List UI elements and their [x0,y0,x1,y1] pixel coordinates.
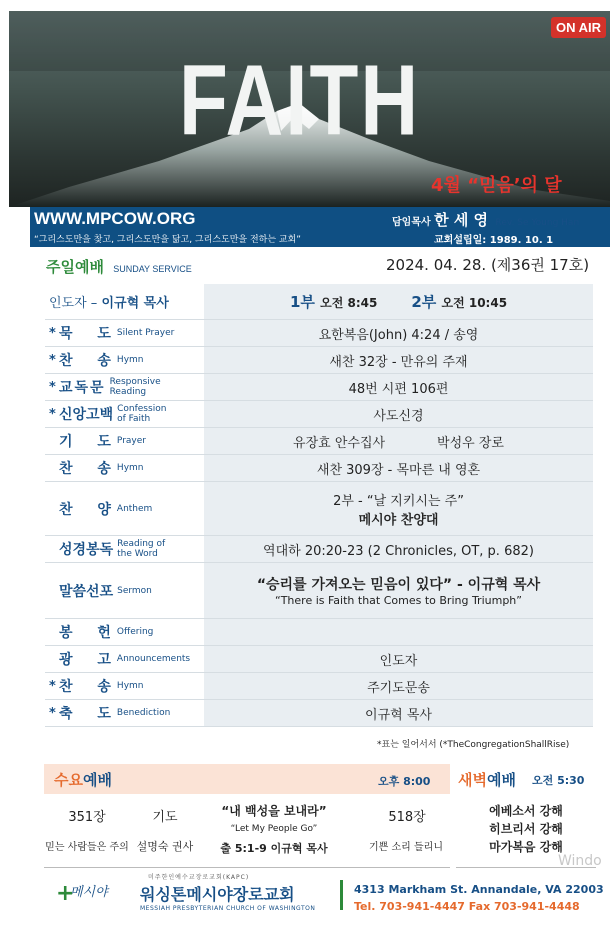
svg-text:+: + [56,881,75,906]
footer-divider [340,880,343,910]
wed-prayer-sub: 설명숙 권사 [136,840,194,853]
item-ko: 찬 송 [59,461,113,477]
service-row [45,428,593,455]
wednesday-title-b: 예배 [82,771,112,789]
item-value [202,482,593,535]
service-title-en: SUNDAY SERVICE [113,264,192,274]
item-en: Hymn [116,463,144,473]
wed-sermon-en: “Let My People Go” [230,824,318,834]
item-ko: 광 고 [59,652,113,668]
first-service-time: 오전 8:45 [320,296,378,310]
service-row [45,700,593,727]
wed-prayer: 기도 [152,810,178,825]
item-ko: 축 도 [59,706,113,722]
item-label [45,700,202,726]
item-value-line: 2부 - “날 지키시는 주” [333,493,464,509]
item-ko: 기 도 [59,434,113,450]
wednesday-title-a: 수요 [54,771,83,789]
church-logo [52,870,132,910]
item-ko: 찬 양 [59,501,113,518]
item-ko: 성경봉독 [59,542,114,558]
service-title-ko: 주일예배 [46,258,104,276]
wed-hymn2-sub: 기쁜 소리 들리니 [369,842,443,853]
wednesday-title [54,769,112,790]
item-ko: 찬 송 [59,679,113,695]
dawn-title-b: 예배 [486,771,516,789]
second-service-label: 2부 [411,293,437,311]
service-row [45,455,593,482]
order-of-service [45,284,593,727]
item-value [202,536,593,562]
item-value [202,374,593,400]
item-ko: 찬 송 [59,353,113,369]
standing-mark: * [49,705,56,721]
wednesday-time: 오후 8:00 [378,775,431,788]
info-bar [30,207,610,247]
standing-mark: * [49,352,56,368]
standing-mark: * [49,379,56,395]
standing-mark: * [49,406,56,422]
founded-date: 1989. 10. 1 [489,235,554,246]
denomination: 미주한인예수교장로교회(KAPC) [148,874,250,881]
item-ko: 교독문 [59,380,106,396]
item-value-line: 역대하 20:20-23 (2 Chronicles, OT, p. 682) [263,543,534,559]
item-value-line: 새찬 32장 - 만유의 주재 [329,354,468,370]
service-row [45,563,593,619]
church-address: 4313 Markham St. Annandale, VA 22003 [354,883,604,896]
item-ko: 신앙고백 [59,407,114,423]
item-value [202,455,593,481]
item-value [202,563,593,618]
sunday-service-title [46,256,192,277]
item-en: Responsive Reading [109,377,161,397]
first-service-label: 1부 [289,293,315,311]
church-phone: Tel. 703-941-4447 Fax 703-941-4448 [354,900,580,913]
leader-cell [45,284,202,319]
item-value [202,320,593,346]
item-value-line: 주기도문송 [367,680,430,696]
item-value-line: 사도신경 [373,408,424,424]
month-word: “믿음’의 달 [467,175,562,196]
service-row [45,320,593,347]
founded-info [434,231,553,246]
item-value-line: 인도자 [379,653,418,669]
item-label [45,619,202,645]
month-prefix: 4월 [431,175,461,196]
item-value [202,646,593,672]
service-row [45,536,593,563]
month-theme [431,171,562,197]
second-service-time: 오전 10:45 [441,296,508,310]
item-label [45,428,202,454]
item-value [202,619,593,645]
pastor-label: 담임목사 [392,217,431,228]
item-value [202,700,593,726]
logo-text: 메시야 [70,885,108,900]
header-banner [9,11,610,207]
wednesday-body [44,796,450,868]
item-label [45,401,202,427]
item-en: Benediction [116,708,171,718]
item-en: Prayer [116,436,146,446]
leader-label: 인도자 – [49,296,98,311]
dawn-line: 히브리서 강해 [489,822,563,836]
wed-sermon-ref: 출 5:1-9 이규혁 목사 [220,842,328,855]
service-date: 2024. 04. 28. (제36권 17호) [386,256,590,274]
item-ko: 말씀선포 [59,583,114,600]
pastor-name-en: Rev. Se Young Han [495,218,580,228]
dawn-header [456,764,596,794]
church-name-en: MESSIAH PRESBYTERIAN CHURCH OF WASHINGTON [140,905,316,912]
church-name-ko: 워싱톤메시야장로교회 [140,885,295,904]
dawn-title [458,769,516,790]
service-row [45,673,593,700]
second-service [411,291,507,312]
sermon-title-en: “There is Faith that Comes to Bring Triumph” [275,594,522,607]
item-en: Hymn [116,681,144,691]
item-value-line: 새찬 309장 - 목마른 내 영혼 [316,462,481,478]
item-en: Announcements [116,654,191,664]
dawn-title-a: 새벽 [458,771,487,789]
item-en: Hymn [116,355,144,365]
item-label [45,482,202,535]
service-header-row [45,284,593,320]
item-value [202,401,593,427]
item-en: Offering [116,627,154,637]
item-en: Sermon [117,585,152,596]
leader-name: 이규혁 목사 [101,296,169,311]
church-motto: “그리스도만을 찾고, 그리스도만을 닮고, 그리스도만을 전하는 교회” [34,235,301,245]
first-service [290,291,377,312]
item-value [202,673,593,699]
dawn-line: 마가복음 강해 [489,840,563,854]
footer [0,870,611,944]
wed-hymn2: 518장 [388,810,426,825]
standing-mark: * [49,678,56,694]
standing-note: *표는 일어서서 (*TheCongregationShallRise) [377,740,570,750]
item-en: Reading of the Word [117,539,166,559]
watermark-text: Windo [558,853,602,869]
item-label [45,673,202,699]
faith-title: FAITH [179,44,421,156]
item-en: Silent Prayer [116,328,175,338]
item-label [45,563,202,618]
item-value [202,347,593,373]
on-air-badge: ON AIR [551,17,606,38]
website-url[interactable]: WWW.MPCOW.ORG [34,209,196,228]
service-row [45,646,593,673]
wed-hymn1-sub: 믿는 사람들은 주의 [45,842,129,853]
item-value-line: 48번 시편 106편 [348,381,449,397]
service-row [45,482,593,536]
item-label [45,374,202,400]
service-row [45,374,593,401]
pastor-info [392,209,579,230]
dawn-line: 에베소서 강해 [489,804,563,818]
weekday-services [44,764,596,868]
item-en: Anthem [116,503,153,514]
service-row [45,401,593,428]
wed-hymn1: 351장 [68,810,106,825]
wed-sermon: “내 백성을 보내라” [221,804,327,818]
item-en: Confession of Faith [117,404,167,424]
wednesday-header [44,764,450,794]
item-value-line: 유장효 안수집사 박성우 장로 [293,435,504,451]
sermon-title: “승리를 가져오는 믿음이 있다” - 이규혁 목사 [256,577,541,593]
founded-label: 교회설립일: [434,235,487,246]
item-label [45,455,202,481]
service-times [202,284,593,319]
item-value [202,428,593,454]
item-value-line-2: 메시야 찬양대 [358,512,439,528]
item-value-line: 요한복음(John) 4:24 / 송영 [318,327,479,343]
pastor-name: 한 세 영 [434,211,489,229]
standing-mark: * [49,325,56,341]
service-row [45,619,593,646]
item-ko: 묵 도 [59,326,113,342]
dawn-time: 오전 5:30 [532,774,585,787]
item-label [45,320,202,346]
item-ko: 봉 헌 [59,625,113,641]
item-label [45,347,202,373]
service-row [45,347,593,374]
item-value-line: 이규혁 목사 [365,707,432,723]
item-label [45,646,202,672]
item-label [45,536,202,562]
